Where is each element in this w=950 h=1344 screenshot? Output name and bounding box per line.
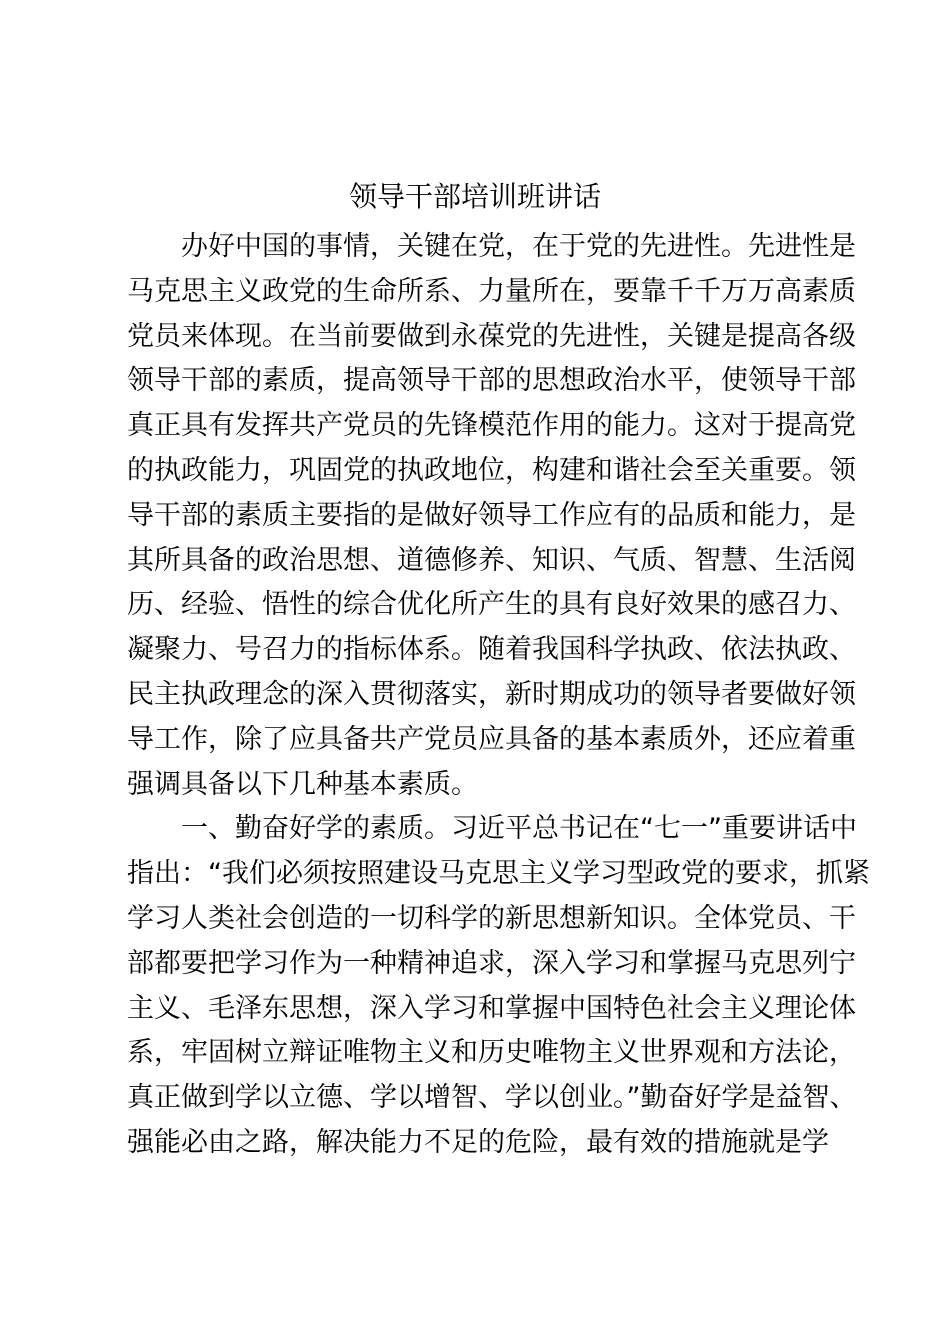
text-line: 其所具备的政治思想、道德修养、知识、气质、智慧、生活阅 — [127, 544, 856, 576]
text-line: 党员来体现。在当前要做到永葆党的先进性，关键是提高各级 — [127, 320, 856, 352]
document-title: 领导干部培训班讲话 — [348, 180, 601, 213]
text-line: 凝聚力、号召力的指标体系。随着我国科学执政、依法执政、 — [127, 634, 856, 666]
text-line: 系，牢固树立辩证唯物主义和历史唯物主义世界观和方法论， — [127, 1037, 856, 1069]
text-line: 领导干部的素质，提高领导干部的思想政治水平，使领导干部 — [127, 365, 856, 397]
text-line: 真正做到学以立德、学以增智、学以创业。”勤奋好学是益智、 — [127, 1082, 857, 1114]
text-line: 导工作，除了应具备共产党员应具备的基本素质外，还应着重 — [127, 723, 856, 755]
text-line: 强能必由之路，解决能力不足的危险，最有效的措施就是学 — [127, 1126, 829, 1158]
text-line: 民主执政理念的深入贯彻落实，新时期成功的领导者要做好领 — [127, 678, 856, 710]
document-body — [127, 225, 870, 1166]
text-line: 主义、毛泽东思想，深入学习和掌握中国特色社会主义理论体 — [127, 992, 856, 1024]
text-line: 强调具备以下几种基本素质。 — [127, 768, 478, 800]
text-line: 的执政能力，巩固党的执政地位，构建和谐社会至关重要。领 — [127, 454, 856, 486]
text-line: 部都要把学习作为一种精神追求，深入学习和掌握马克思列宁 — [127, 947, 856, 979]
text-line: 历、经验、悟性的综合优化所产生的具有良好效果的感召力、 — [127, 589, 856, 621]
text-line: 真正具有发挥共产党员的先锋模范作用的能力。这对于提高党 — [127, 410, 856, 442]
text-line: 导干部的素质主要指的是做好领导工作应有的品质和能力，是 — [127, 499, 856, 531]
text-line: 马克思主义政党的生命所系、力量所在，要靠千千万万高素质 — [127, 275, 856, 307]
text-line: 学习人类社会创造的一切科学的新思想新知识。全体党员、干 — [127, 902, 856, 934]
text-line: 指出：“我们必须按照建设马克思主义学习型政党的要求，抓紧 — [127, 858, 870, 890]
text-line: 办好中国的事情，关键在党，在于党的先进性。先进性是 — [181, 231, 856, 262]
text-line: 一、勤奋好学的素质。习近平总书记在“七一”重要讲话中 — [181, 813, 857, 845]
